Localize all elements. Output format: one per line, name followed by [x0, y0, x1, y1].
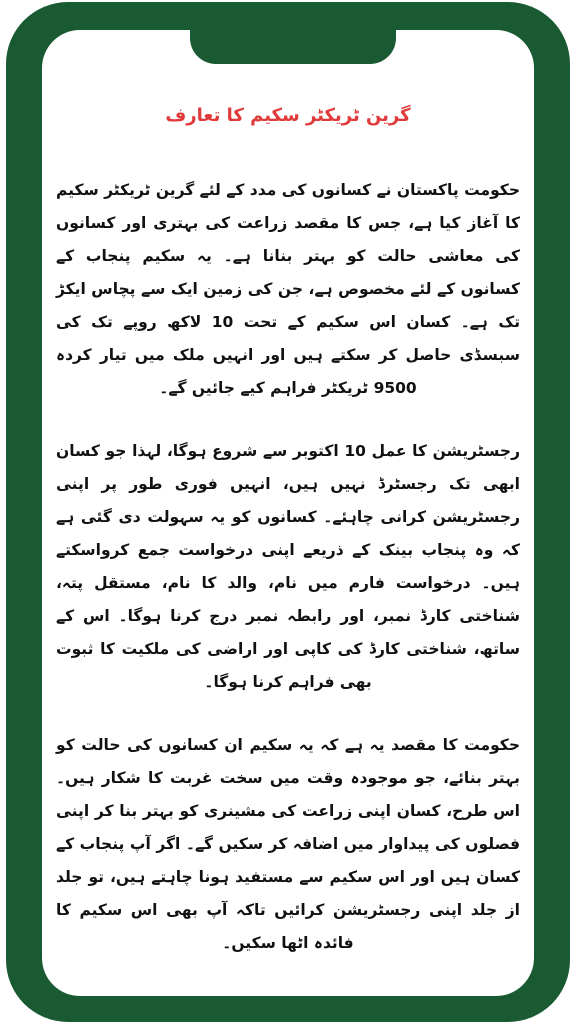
article-title: گرین ٹریکٹر سکیم کا تعارف [165, 105, 411, 126]
article-paragraph-intro: حکومت پاکستان نے کسانوں کی مدد کے لئے گرین ٹریکٹر سکیم کا آغاز کیا ہے، جس کا مقصد زراعت کی بہتری اور کسانوں کی معاشی حالت کو بہتر بنانا ہے۔ یہ سکیم پنجاب کے کسانوں کے لئے مخصوص ہے، جن کی زمین ایک سے پچاس ایکڑ تک ہے۔ کسان اس سکیم کے تحت 10 لاکھ روپے تک کی سبسڈی حاصل کر سکتے ہیں اور انہیں ملک میں تیار کردہ 9500 ٹریکٹر فراہم کیے جائیں گے۔ [56, 181, 521, 397]
phone-frame [6, 2, 570, 1022]
phone-notch [190, 2, 396, 64]
article-paragraph-registration: رجسٹریشن کا عمل 10 اکتوبر سے شروع ہوگا، لہذا جو کسان ابھی تک رجسٹرڈ نہیں ہیں، انہیں فوری طور پر اپنی رجسٹریشن کرانی چاہئے۔ کسانوں کو یہ سہولت دی گئی ہے کہ وہ پنجاب بینک کے ذریعے اپنی درخواست جمع کرواسکتے ہیں۔ درخواست فارم میں نام، والد کا نام، مستقل پتہ، شناختی کارڈ نمبر، اور رابطہ نمبر درج کرنا ہوگا۔ اس کے ساتھ، شناختی کارڈ کی کاپی اور اراضی کی ملکیت کا ثبوت بھی فراہم کرنا ہوگا۔ [56, 442, 520, 691]
phone-screen [42, 30, 534, 996]
article-paragraph-objective: حکومت کا مقصد یہ ہے کہ یہ سکیم ان کسانوں کی حالت کو بہتر بنائے، جو موجودہ وقت میں سخت غربت کا شکار ہیں۔ اس طرح، کسان اپنی زراعت کی مشینری کو بہتر بنا کر اپنی فصلوں کی پیداوار میں اضافہ کر سکیں گے۔ اگر آپ پنجاب کے کسان ہیں اور اس سکیم سے مستفید ہونا چاہتے ہیں، تو جلد از جلد اپنی رجسٹریشن کرائیں تاکہ آپ بھی اس سکیم کا فائدہ اٹھا سکیں۔ [56, 736, 520, 952]
article-content [56, 102, 520, 990]
